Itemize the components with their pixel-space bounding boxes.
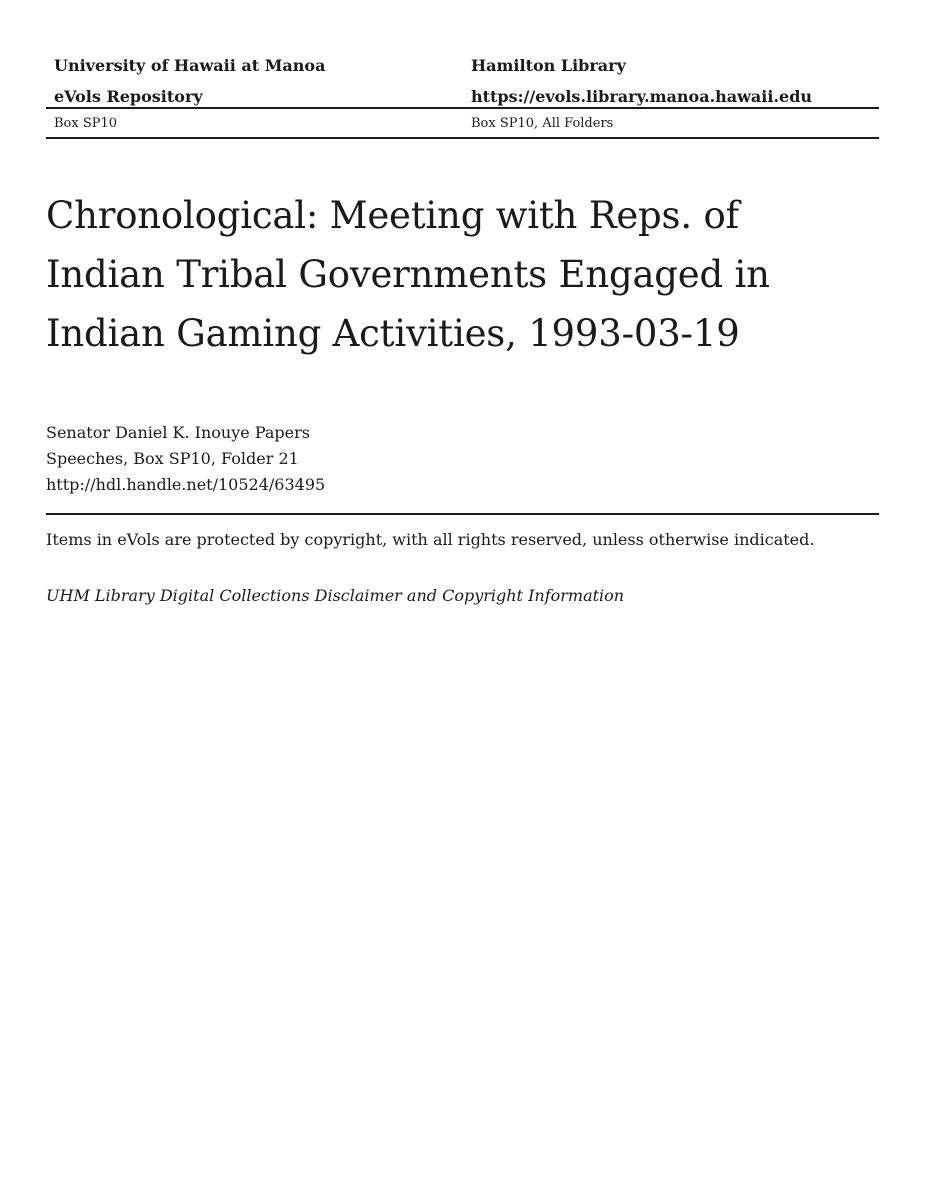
header-row-2 — [46, 83, 879, 114]
repository-name: eVols Repository — [54, 87, 203, 106]
header-row-1 — [46, 52, 879, 83]
box-folders-label: Box SP10, All Folders — [471, 116, 614, 131]
folder-location: Speeches, Box SP10, Folder 21 — [46, 449, 299, 468]
metadata-divider — [46, 513, 879, 515]
copyright-notice: Items in eVols are protected by copyright, with all rights reserved, unless otherwise indicated. — [46, 530, 815, 549]
box-label: Box SP10 — [54, 116, 118, 131]
repository-header — [46, 52, 879, 114]
collection-name: Senator Daniel K. Inouye Papers — [46, 423, 310, 442]
repository-url[interactable]: https://evols.library.manoa.hawaii.edu — [471, 87, 813, 106]
header-divider-bottom — [46, 137, 879, 139]
handle-link[interactable]: http://hdl.handle.net/10524/63495 — [46, 475, 326, 494]
header-divider-top — [46, 107, 879, 109]
document-title: Chronological: Meeting with Reps. of Indian Tribal Governments Engaged in Indian Gaming Activities, 1993-03-19 — [46, 194, 770, 355]
institution-name: University of Hawaii at Manoa — [54, 56, 326, 75]
document-metadata — [46, 420, 325, 498]
library-name: Hamilton Library — [471, 56, 626, 75]
disclaimer-link[interactable]: UHM Library Digital Collections Disclaimer and Copyright Information — [46, 586, 625, 605]
